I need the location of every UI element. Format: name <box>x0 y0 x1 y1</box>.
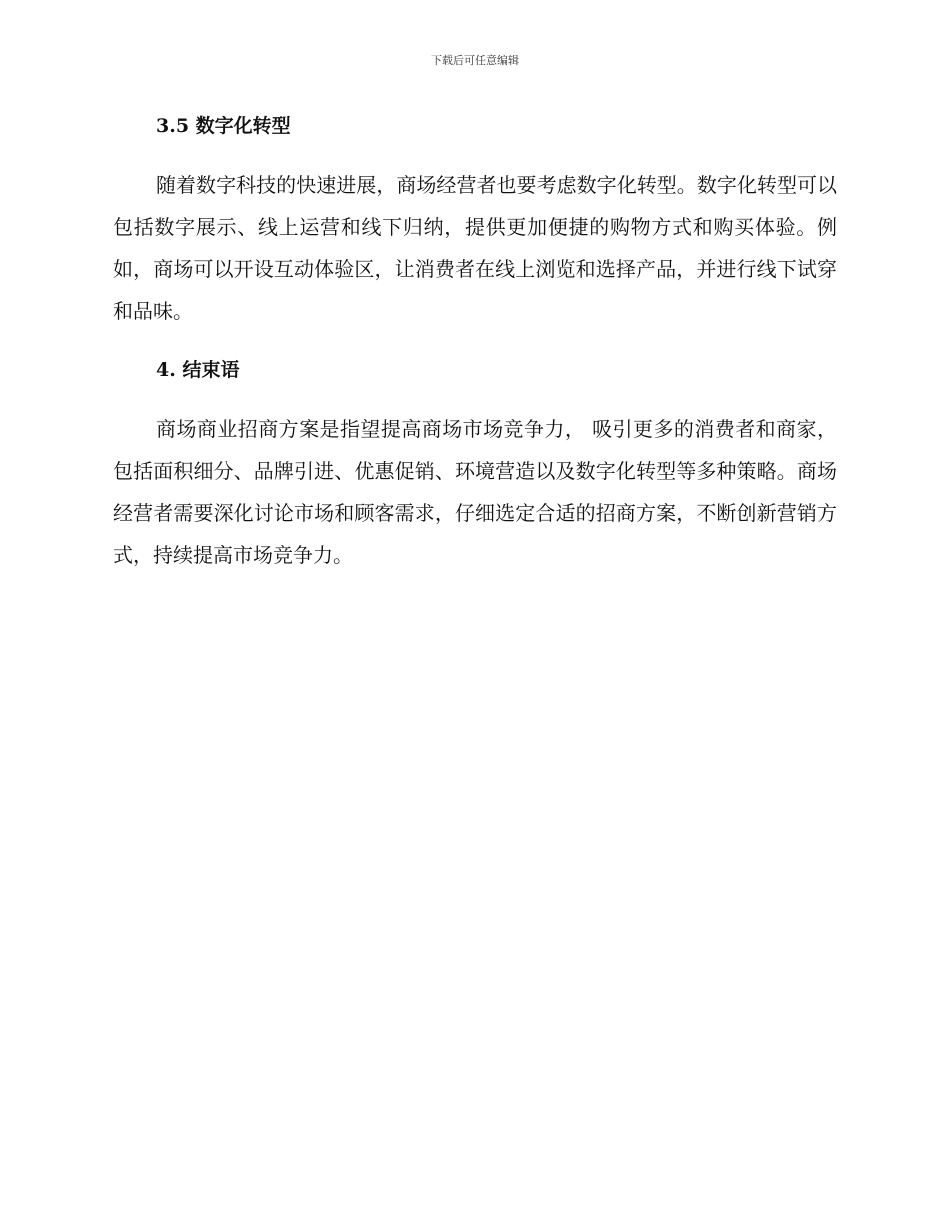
section-paragraph: 商场商业招商方案是指望提高商场市场竞争力， 吸引更多的消费者和商家， 包括面积细分、品牌引进、优惠促销、环境营造以及数字化转型等多种策略。商场经营者需要深化讨论市场和顾客需求，仔细选定合适的招商方案，不断创新营销方式，持续提高市场竞争力。 <box>113 417 837 567</box>
section-heading: 3.5 数字化转型 <box>156 115 291 137</box>
document-body <box>113 110 837 576</box>
section-paragraph: 随着数字科技的快速进展，商场经营者也要考虑数字化转型。数字化转型可以包括数字展示、线上运营和线下归纳，提供更加便捷的购物方式和购买体验。例如，商场可以开设互动体验区，让消费者在线上浏览和选择产品，并进行线下试穿和品味。 <box>113 173 837 323</box>
section-heading: 4. 结束语 <box>156 359 240 381</box>
section-digital-transformation <box>113 110 837 332</box>
page-header: 下载后可任意编辑 <box>431 54 519 67</box>
section-conclusion <box>113 354 837 576</box>
